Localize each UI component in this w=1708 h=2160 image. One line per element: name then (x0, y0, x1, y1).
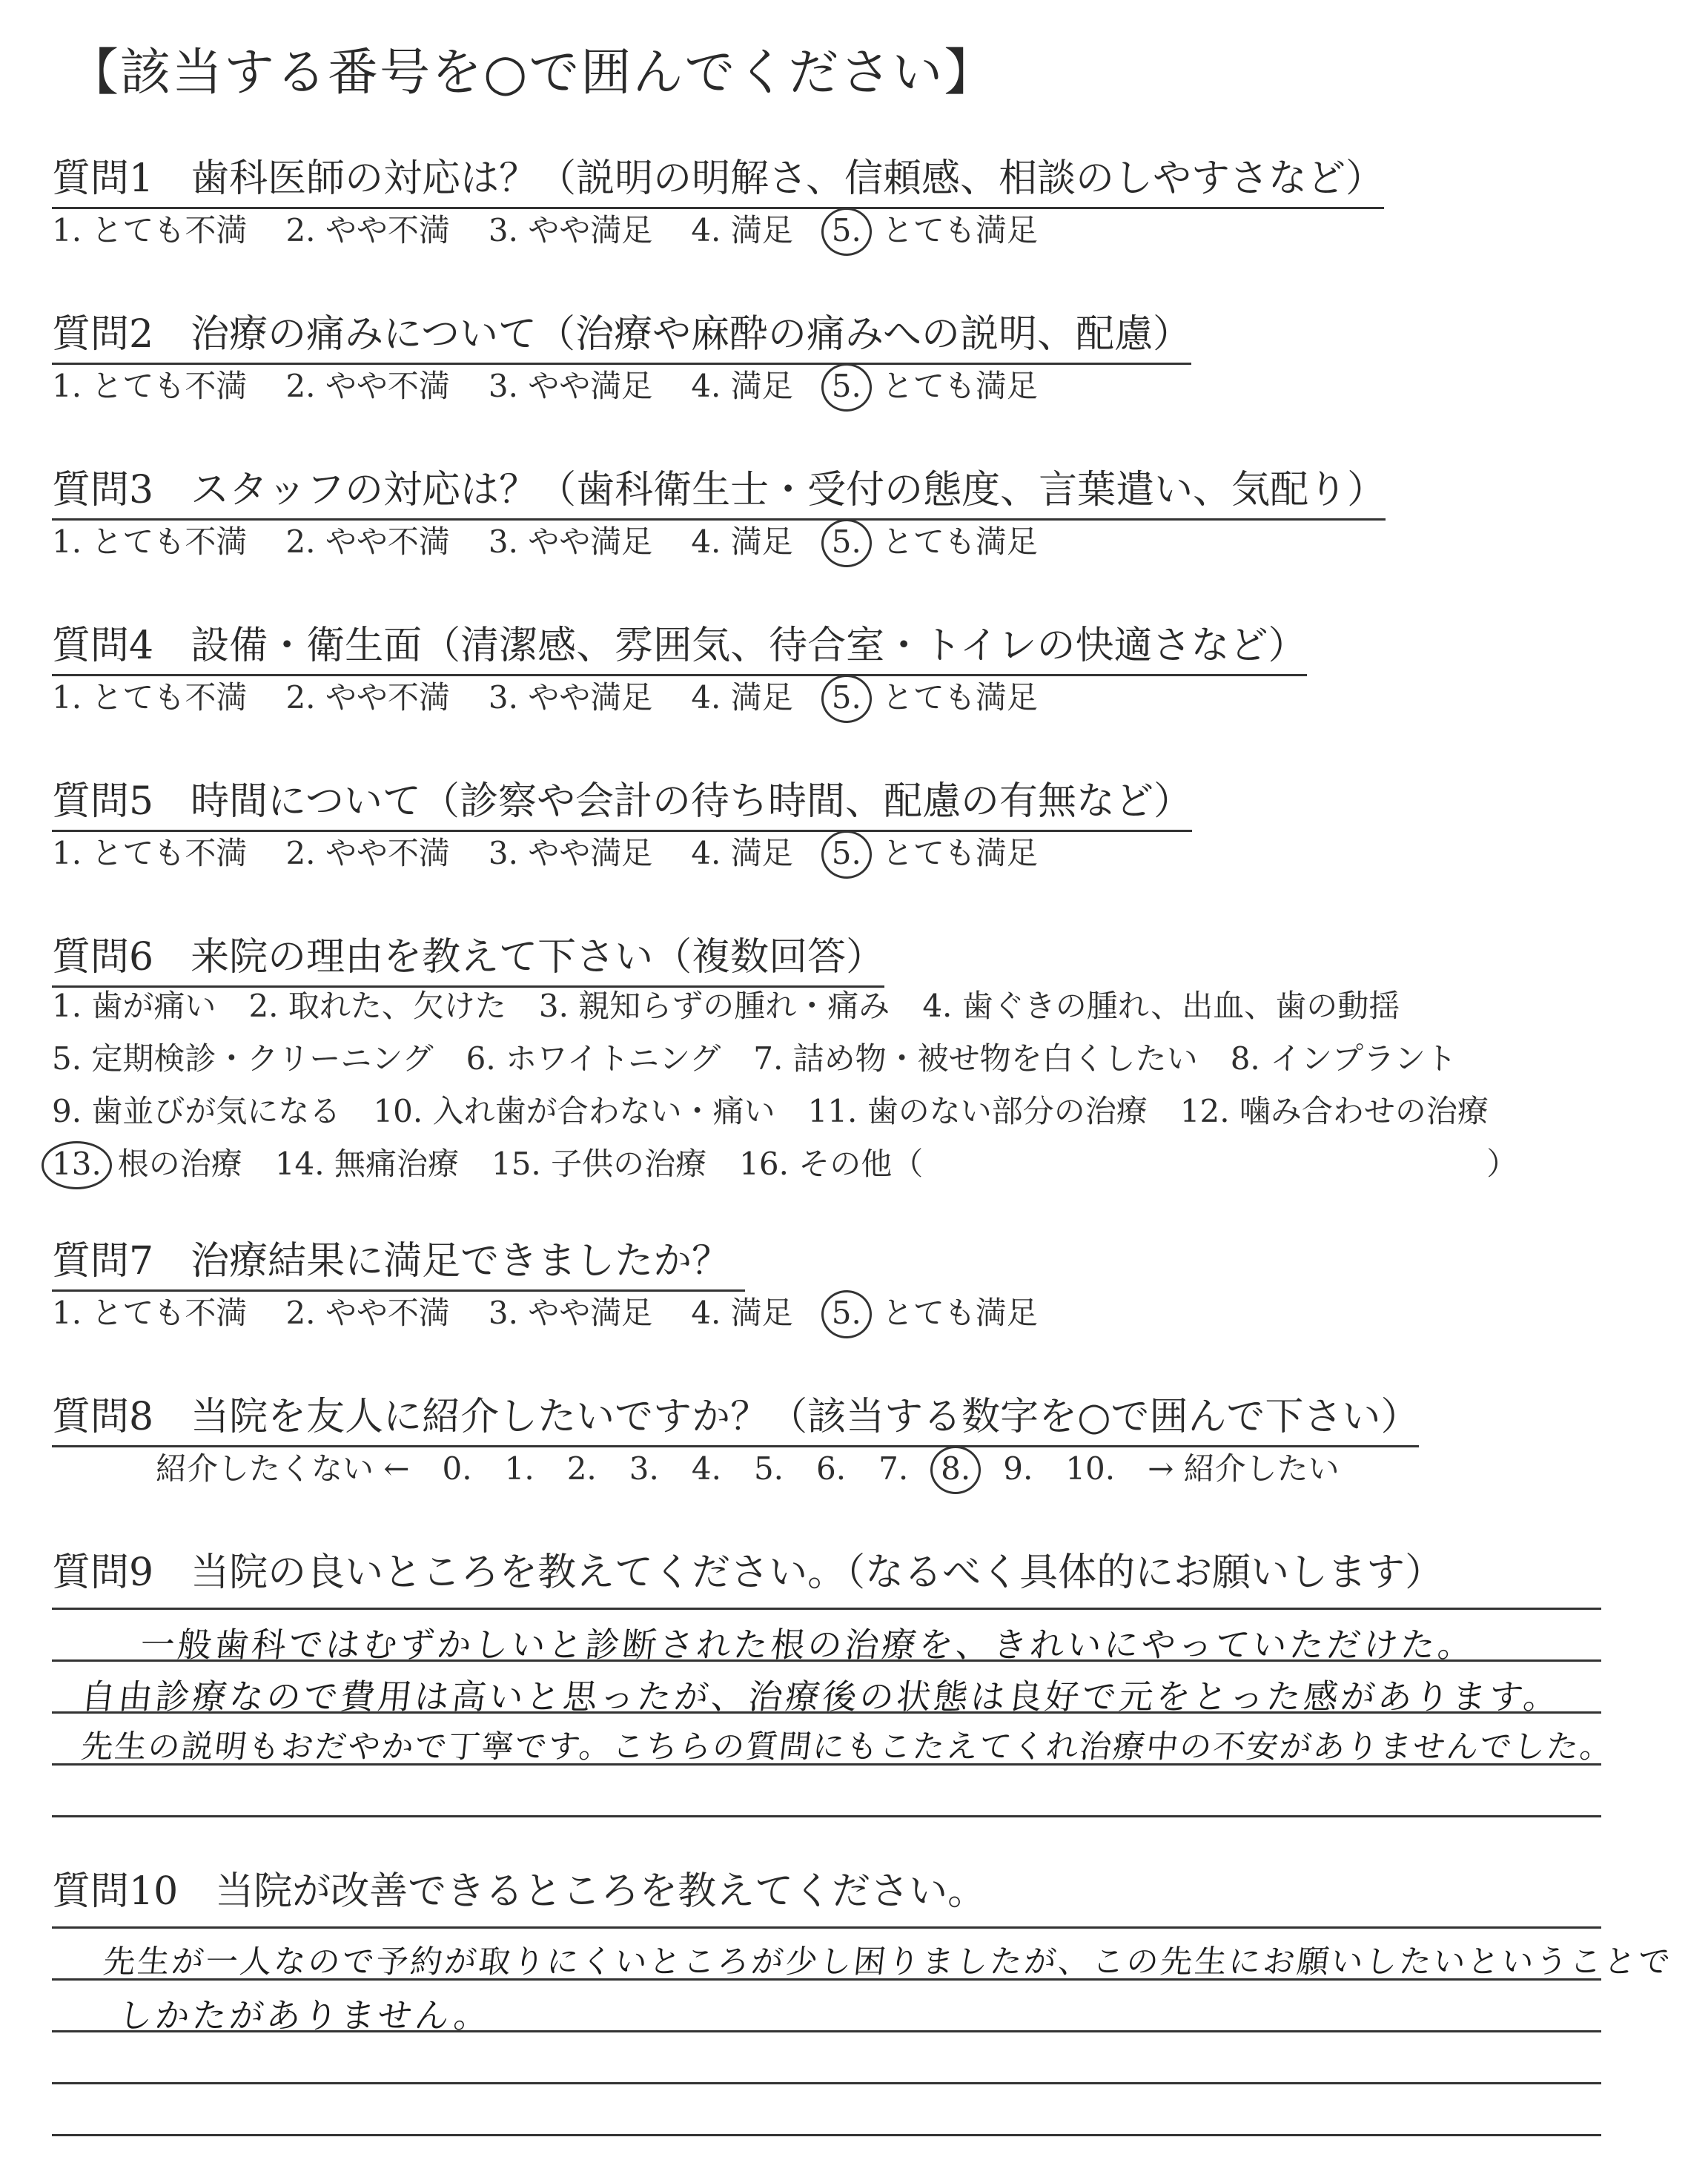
other-close-paren: ） (1486, 1146, 1518, 1182)
option-5-selected[interactable]: 5. (832, 368, 861, 404)
score-5[interactable]: 5. (753, 1450, 784, 1487)
option-2[interactable]: 2. やや不満 (285, 835, 450, 871)
question-7-heading (52, 1229, 745, 1292)
option-1[interactable]: 1. とても不満 (52, 1295, 248, 1331)
question-1-text: 歯科医師の対応は？（説明の明解さ、信頼感、相談のしやすさなど） (191, 156, 1385, 201)
reason-14[interactable]: 14. 無痛治療 (274, 1146, 459, 1182)
score-0[interactable]: 0. (442, 1450, 472, 1487)
question-4-text: 設備・衛生面（清潔感、雰囲気、待合室・トイレの快適さなど） (191, 624, 1307, 668)
question-9-number: 質問9 (52, 1550, 154, 1595)
option-3[interactable]: 3. やや満足 (488, 368, 653, 404)
question-8-number: 質問8 (52, 1395, 154, 1439)
option-3[interactable]: 3. やや満足 (488, 1295, 653, 1331)
page-title: 【該当する番号を○で囲んでください】 (68, 44, 996, 102)
question-4-options (52, 673, 1038, 718)
q10-answer-line-1: 先生が一人なので予約が取りにくいところが少し困りましたが、この先生にお願いしたいということで (102, 1943, 1675, 1981)
question-1-number: 質問1 (52, 156, 154, 201)
q9-answer-line-3: 先生の説明もおだやかで丁寧です。こちらの質問にもこたえてくれ治療中の不安がありませんでした。 (79, 1728, 1615, 1766)
answer-line-q9-0 (52, 1608, 1601, 1610)
question-1-heading (52, 147, 1384, 209)
option-1[interactable]: 1. とても不満 (52, 679, 248, 716)
selection-circle (821, 1290, 872, 1338)
selection-circle (821, 519, 872, 567)
q9-answer-line-2: 自由診療なので費用は高いと思ったが、治療後の状態は良好で元をとった感があります。 (79, 1677, 1563, 1717)
reason-5[interactable]: 5. 定期検診・クリーニング (52, 1040, 434, 1077)
option-1[interactable]: 1. とても不満 (52, 368, 248, 404)
reason-13-selected[interactable]: 13. (52, 1146, 102, 1182)
option-2[interactable]: 2. やや不満 (285, 524, 450, 560)
score-8-selected[interactable]: 8. (941, 1450, 970, 1487)
question-8-text: 当院を友人に紹介したいですか？（該当する数字を○で囲んで下さい） (191, 1395, 1420, 1439)
question-7-options (52, 1289, 1038, 1333)
option-5-label: とても満足 (881, 524, 1038, 560)
option-1[interactable]: 1. とても不満 (52, 212, 248, 248)
option-2[interactable]: 2. やや不満 (285, 1295, 450, 1331)
score-2[interactable]: 2. (566, 1450, 597, 1487)
selection-circle (42, 1141, 112, 1189)
question-2-number: 質問2 (52, 312, 154, 357)
score-6[interactable]: 6. (816, 1450, 847, 1487)
question-8-heading (52, 1385, 1419, 1447)
reason-1[interactable]: 1. 歯が痛い (52, 988, 216, 1024)
score-4[interactable]: 4. (691, 1450, 721, 1487)
score-3[interactable]: 3. (629, 1450, 659, 1487)
question-2-heading (52, 303, 1191, 365)
answer-line-q9-4 (52, 1815, 1601, 1817)
selection-circle (930, 1446, 981, 1494)
option-2[interactable]: 2. やや不満 (285, 212, 450, 248)
reason-12[interactable]: 12. 噛み合わせの治療 (1179, 1093, 1489, 1129)
reason-7[interactable]: 7. 詰め物・被せ物を白くしたい (753, 1040, 1198, 1077)
reason-2[interactable]: 2. 取れた、欠けた (248, 988, 506, 1024)
question-10-heading (52, 1860, 986, 1920)
score-7[interactable]: 7. (878, 1450, 909, 1487)
question-1-options (52, 206, 1038, 251)
question-3-heading (52, 458, 1386, 521)
option-3[interactable]: 3. やや満足 (488, 835, 653, 871)
question-3-text: スタッフの対応は？（歯科衛生士・受付の態度、言葉遣い、気配り） (191, 468, 1386, 512)
score-1[interactable]: 1. (504, 1450, 534, 1487)
question-5-heading (52, 770, 1192, 832)
option-4[interactable]: 4. 満足 (691, 679, 793, 716)
option-4[interactable]: 4. 満足 (691, 368, 793, 404)
answer-line-q10-0 (52, 1926, 1601, 1929)
reason-13-label: 根の治療 (117, 1146, 242, 1182)
question-9-heading (52, 1541, 1443, 1601)
option-5-label: とても満足 (881, 835, 1038, 871)
question-5-options (52, 829, 1038, 873)
option-1[interactable]: 1. とても不満 (52, 524, 248, 560)
option-5-label: とても満足 (881, 1295, 1038, 1331)
option-5-selected[interactable]: 5. (832, 212, 861, 248)
reason-8[interactable]: 8. インプラント (1230, 1040, 1457, 1077)
option-2[interactable]: 2. やや不満 (285, 679, 450, 716)
selection-circle (821, 830, 872, 879)
question-6-heading (52, 925, 884, 988)
question-4-number: 質問4 (52, 624, 154, 668)
selection-circle (821, 675, 872, 723)
question-2-options (52, 362, 1038, 406)
score-10[interactable]: 10. (1065, 1450, 1116, 1487)
options-row-3 (52, 1087, 1521, 1140)
question-10-number: 質問10 (52, 1869, 179, 1914)
reason-6[interactable]: 6. ホワイトニング (466, 1040, 721, 1077)
options-row-4 (52, 1140, 1521, 1192)
reason-11[interactable]: 11. 歯のない部分の治療 (807, 1093, 1148, 1129)
option-4[interactable]: 4. 満足 (691, 835, 793, 871)
question-3-number: 質問3 (52, 468, 154, 512)
options-row-2 (52, 1034, 1521, 1087)
option-5-selected[interactable]: 5. (832, 679, 861, 716)
selection-circle (821, 363, 872, 412)
option-5-selected[interactable]: 5. (832, 524, 861, 560)
answer-line-q10-4 (52, 2134, 1601, 2136)
reason-3[interactable]: 3. 親知らずの腫れ・痛み (538, 988, 890, 1024)
option-4[interactable]: 4. 満足 (691, 1295, 793, 1331)
reason-15[interactable]: 15. 子供の治療 (491, 1146, 707, 1182)
question-6-number: 質問6 (52, 935, 154, 980)
reason-4[interactable]: 4. 歯ぐきの腫れ、出血、歯の動揺 (922, 988, 1400, 1024)
reason-10[interactable]: 10. 入れ歯が合わない・痛い (373, 1093, 775, 1129)
option-3[interactable]: 3. やや満足 (488, 524, 653, 560)
q9-answer-line-1: 一般歯科ではむずかしいと診断された根の治療を、きれいにやっていただけた。 (138, 1625, 1477, 1665)
question-5-text: 時間について（診察や会計の待ち時間、配慮の有無など） (191, 779, 1193, 824)
score-9[interactable]: 9. (1003, 1450, 1033, 1487)
question-6-text: 来院の理由を教えて下さい（複数回答） (191, 935, 885, 980)
question-6-options (52, 982, 1521, 1192)
question-7-number: 質問7 (52, 1239, 154, 1284)
answer-line-q10-3 (52, 2082, 1601, 2084)
question-9-text: 当院の良いところを教えてください。（なるべく具体的にお願いします） (191, 1550, 1444, 1595)
question-8-scale (156, 1444, 1340, 1489)
question-7-text: 治療結果に満足できましたか？ (191, 1239, 731, 1284)
option-5-selected[interactable]: 5. (832, 835, 861, 871)
option-2[interactable]: 2. やや不満 (285, 368, 450, 404)
option-4[interactable]: 4. 満足 (691, 212, 793, 248)
option-3[interactable]: 3. やや満足 (488, 212, 653, 248)
reason-9[interactable]: 9. 歯並びが気になる (52, 1093, 341, 1129)
question-10-text: 当院が改善できるところを教えてください。 (215, 1869, 987, 1914)
question-3-options (52, 518, 1038, 562)
scale-right-label: → 紹介したい (1148, 1450, 1340, 1487)
option-3[interactable]: 3. やや満足 (488, 679, 653, 716)
scale-left-label: 紹介したくない ← (156, 1450, 410, 1487)
q10-answer-line-2: しかたがありません。 (116, 1995, 494, 2035)
question-5-number: 質問5 (52, 779, 154, 824)
option-1[interactable]: 1. とても不満 (52, 835, 248, 871)
option-5-label: とても満足 (881, 368, 1038, 404)
option-4[interactable]: 4. 満足 (691, 524, 793, 560)
reason-16-other[interactable]: 16. その他（ (739, 1146, 924, 1182)
option-5-label: とても満足 (881, 679, 1038, 716)
option-5-selected[interactable]: 5. (832, 1295, 861, 1331)
question-4-heading (52, 614, 1307, 676)
option-5-label: とても満足 (881, 212, 1038, 248)
options-row-1 (52, 982, 1521, 1034)
selection-circle (821, 208, 872, 256)
question-2-text: 治療の痛みについて（治療や麻酔の痛みへの説明、配慮） (191, 312, 1192, 357)
